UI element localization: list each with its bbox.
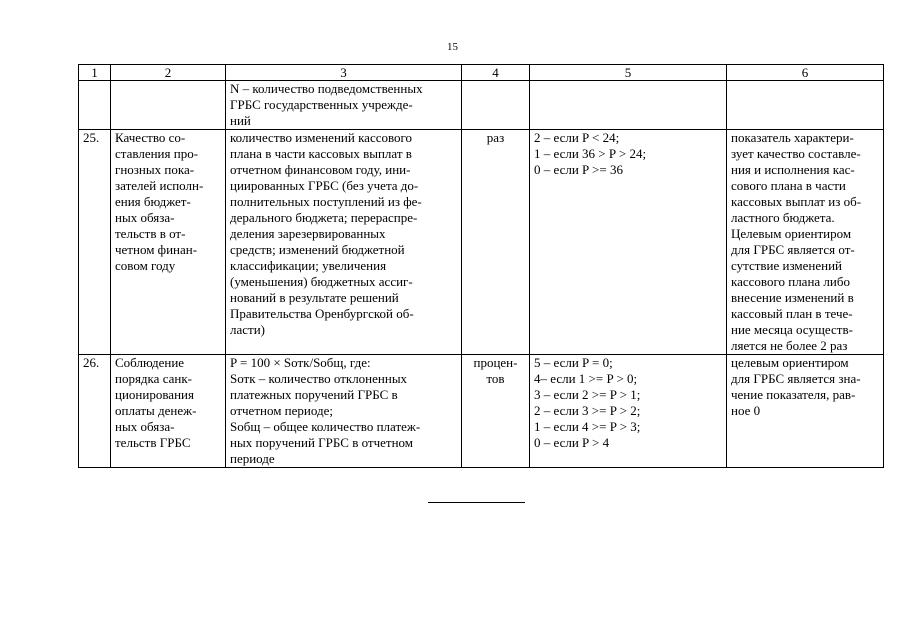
text-line: для ГРБС является от-: [731, 242, 855, 257]
text-line: процен-: [473, 355, 518, 370]
table-row-26: [79, 355, 884, 468]
cell-comment: [727, 81, 884, 130]
text-line: Качество со-: [115, 130, 186, 145]
text-line: Целевым ориентиром: [731, 226, 852, 241]
header-cell-3: 3: [226, 65, 462, 81]
text-line: раз: [486, 130, 505, 145]
text-line: полнительных поступлений из фе-: [230, 194, 422, 209]
footer-rule: [428, 502, 525, 503]
cell-num: 25.: [79, 130, 111, 355]
text-line: зует качество составле-: [731, 146, 861, 161]
cell-scale: [530, 81, 727, 130]
text-line: дерального бюджета; перераспре-: [230, 210, 418, 225]
text-line: порядка санк-: [115, 371, 192, 386]
text-line: совом году: [115, 258, 176, 273]
cell-num: [79, 81, 111, 130]
text-line: отчетном периоде;: [230, 403, 333, 418]
text-line: кассовый план в тече-: [731, 306, 853, 321]
cell-scale: [530, 130, 727, 355]
table-row-continuation: [79, 81, 884, 130]
cell-unit: [462, 81, 530, 130]
text-line: (уменьшения) бюджетных ассиг-: [230, 274, 413, 289]
header-cell-6: 6: [727, 65, 884, 81]
table-row-25: [79, 130, 884, 355]
text-line: ных обяза-: [115, 419, 175, 434]
text-line: Правительства Оренбургской об-: [230, 306, 414, 321]
cell-name: [111, 130, 226, 355]
cell-name: [111, 355, 226, 468]
text-line: ласти): [230, 322, 265, 337]
text-line: для ГРБС является зна-: [731, 371, 861, 386]
cell-unit: [462, 355, 530, 468]
text-line: периоде: [230, 451, 275, 466]
text-line: 2 – если P < 24;: [534, 130, 620, 145]
text-line: ных обяза-: [115, 210, 175, 225]
table-header-row: [79, 65, 884, 81]
text-line: сового плана в части: [731, 178, 846, 193]
cell-unit: [462, 130, 530, 355]
text-line: тов: [486, 371, 505, 386]
text-line: деления зарезервированных: [230, 226, 386, 241]
text-line: P = 100 × Sотк/Sобщ, где:: [230, 355, 371, 370]
text-line: гнозных пока-: [115, 162, 195, 177]
text-line: ставления про-: [115, 146, 199, 161]
text-line: оплаты денеж-: [115, 403, 197, 418]
text-line: 1 – если 36 > P > 24;: [534, 146, 647, 161]
text-line: кассового плана либо: [731, 274, 850, 289]
text-line: ное 0: [731, 403, 761, 418]
text-line: зателей исполн-: [115, 178, 204, 193]
text-line: показатель характери-: [731, 130, 854, 145]
text-line: 1 – если 4 >= P > 3;: [534, 419, 641, 434]
text-line: ластного бюджета.: [731, 210, 835, 225]
text-line: нований в результате решений: [230, 290, 399, 305]
text-line: 4– если 1 >= P > 0;: [534, 371, 638, 386]
cell-formula: [226, 130, 462, 355]
text-line: чение показателя, рав-: [731, 387, 856, 402]
header-cell-1: 1: [79, 65, 111, 81]
text-line: четном финан-: [115, 242, 198, 257]
page-number: 15: [447, 41, 458, 53]
text-line: 0 – если P > 4: [534, 435, 610, 450]
header-cell-2: 2: [111, 65, 226, 81]
cell-formula: [226, 81, 462, 130]
cell-num: 26.: [79, 355, 111, 468]
text-line: ГРБС государственных учрежде-: [230, 97, 413, 112]
cell-name: [111, 81, 226, 130]
text-line: ных поручений ГРБС в отчетном: [230, 435, 414, 450]
text-line: платежных поручений ГРБС в: [230, 387, 398, 402]
text-line: отчетном финансовом году, ини-: [230, 162, 411, 177]
cell-comment: [727, 355, 884, 468]
text-line: Sобщ – общее количество платеж-: [230, 419, 421, 434]
text-line: классификации; увеличения: [230, 258, 387, 273]
text-line: Соблюдение: [115, 355, 185, 370]
text-line: 0 – если P >= 36: [534, 162, 623, 177]
text-line: внесение изменений в: [731, 290, 854, 305]
text-line: плана в части кассовых выплат в: [230, 146, 412, 161]
text-line: сутствие изменений: [731, 258, 843, 273]
text-line: ний: [230, 113, 251, 128]
text-line: ние месяца осуществ-: [731, 322, 853, 337]
text-line: циированных ГРБС (без учета до-: [230, 178, 419, 193]
cell-comment: [727, 130, 884, 355]
text-line: N – количество подведомственных: [230, 81, 423, 96]
text-line: тельств ГРБС: [115, 435, 191, 450]
cell-scale: [530, 355, 727, 468]
text-line: количество изменений кассового: [230, 130, 413, 145]
text-line: Sотк – количество отклоненных: [230, 371, 408, 386]
text-line: 5 – если P = 0;: [534, 355, 613, 370]
text-line: кассовых выплат из об-: [731, 194, 862, 209]
cell-formula: [226, 355, 462, 468]
text-line: ения бюджет-: [115, 194, 191, 209]
text-line: ционирования: [115, 387, 194, 402]
header-cell-4: 4: [462, 65, 530, 81]
text-line: ния и исполнения кас-: [731, 162, 855, 177]
text-line: целевым ориентиром: [731, 355, 849, 370]
text-line: тельств в от-: [115, 226, 186, 241]
text-line: 2 – если 3 >= P > 2;: [534, 403, 641, 418]
header-cell-5: 5: [530, 65, 727, 81]
text-line: 3 – если 2 >= P > 1;: [534, 387, 641, 402]
indicator-table: [78, 64, 884, 468]
text-line: ляется не более 2 раз: [731, 338, 848, 353]
text-line: средств; изменений бюджетной: [230, 242, 405, 257]
